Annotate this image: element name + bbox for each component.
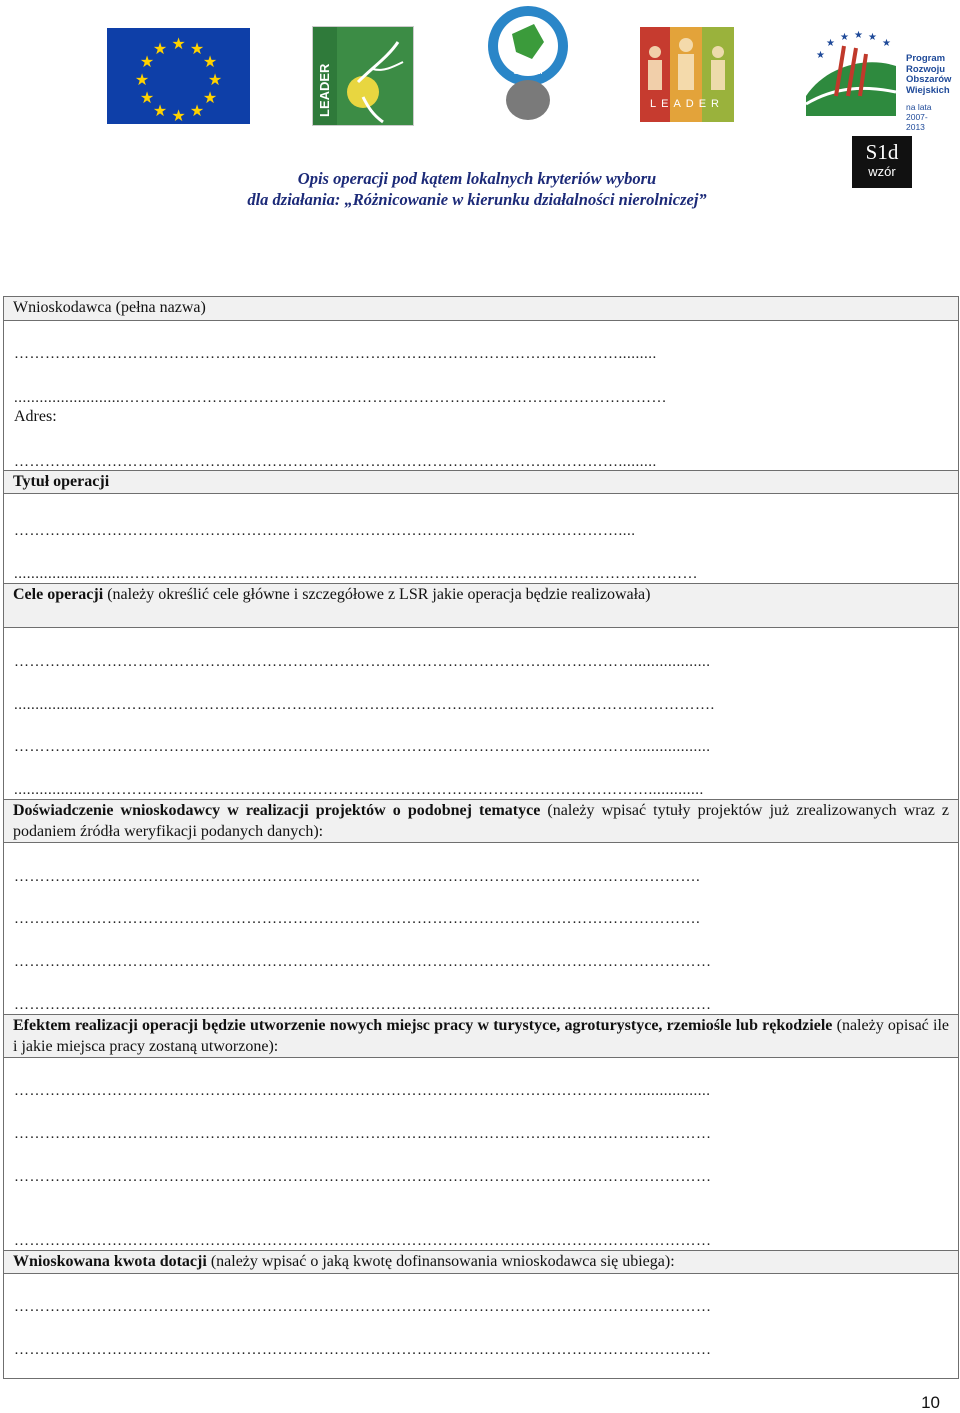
svg-text:★: ★	[189, 101, 205, 120]
title-header	[4, 470, 958, 494]
applicant-header	[4, 297, 958, 321]
amount-instructions: (należy wpisać o jaką kwotę dofinansowania wnioskodawca się ubiega):	[206, 1253, 675, 1270]
goals-label: Cele operacji	[13, 586, 104, 603]
goals-header	[4, 583, 958, 628]
svg-text:★: ★	[854, 30, 863, 41]
svg-text:★: ★	[840, 32, 849, 43]
page-number: 10	[921, 1393, 940, 1412]
applicant-name-line[interactable]: ..........................……………………………………………………………………………………………	[14, 390, 667, 406]
goals-instructions: (należy określić cele główne i szczegółowe z LSR jakie operacja będzie realizowała)	[103, 586, 651, 603]
eu-flag-logo	[107, 28, 250, 124]
jobs-line[interactable]: ………………………………………………………………………………………………………………………	[14, 1233, 712, 1249]
goals-line[interactable]: …………………………………………………………………………………………………………..................	[14, 739, 711, 755]
experience-header	[4, 799, 958, 843]
goals-line[interactable]: …………………………………………………………………………………………………………..................	[14, 654, 711, 670]
svg-text:★: ★	[171, 106, 186, 124]
jobs-instructions: (należy opisać ile i jakie miejsca pracy zostaną utworzone):	[13, 1017, 949, 1055]
svg-text:★: ★	[202, 52, 218, 71]
experience-line[interactable]: ………………………………………………………………………………………………………………………	[14, 997, 712, 1013]
applicant-name-line[interactable]: ……………………………………………………………………………………………………….........	[14, 346, 657, 362]
svg-text:★: ★	[171, 34, 186, 53]
document-title	[0, 168, 954, 210]
svg-text:★: ★	[139, 88, 155, 107]
amount-header	[4, 1250, 958, 1274]
operation-title-line[interactable]: ..........................…………………………………………………………………………………………………	[14, 566, 698, 582]
svg-text:★: ★	[152, 39, 168, 58]
svg-text:★: ★	[826, 38, 835, 49]
prow-logo	[796, 26, 952, 132]
title-line-2: dla działania: „Różnicowanie w kierunku działalności nierolniczej”	[247, 190, 707, 209]
form-code: S1d	[865, 140, 899, 164]
experience-instructions: (należy wpisać tytuły projektów już zrealizowanych wraz z podaniem źródła weryfikacji podanych danych):	[13, 802, 950, 840]
svg-text:★: ★	[207, 70, 223, 89]
experience-line[interactable]: …………………………………………………………………………………………………………………….	[14, 869, 701, 885]
title-line-1: Opis operacji pod kątem lokalnych kryteriów wyboru	[297, 169, 657, 188]
jobs-label: Efektem realizacji operacji będzie utworzenie nowych miejsc pracy w turystyce, agroturystyce, rzemiośle lub rękodziele	[13, 1017, 833, 1034]
applicant-label: Wnioskodawca (pełna nazwa)	[13, 299, 206, 316]
goals-line[interactable]: ..................………………………………………………………………………………………………………….	[14, 697, 715, 713]
prow-logo-text: Program Rozwoju Obszarów Wiejskich	[906, 53, 952, 96]
jobs-header	[4, 1014, 958, 1058]
svg-text:★: ★	[139, 52, 155, 71]
goals-line[interactable]: ..................……………………………………………………………………………………………….............	[14, 782, 704, 798]
svg-text:★: ★	[152, 101, 168, 120]
experience-line[interactable]: ………………………………………………………………………………………………………………………	[14, 954, 712, 970]
amount-label: Wnioskowana kwota dotacji	[13, 1253, 207, 1270]
leader-logo	[312, 26, 414, 126]
svg-text:★: ★	[882, 38, 891, 49]
lgd-stolem-logo	[482, 4, 574, 124]
operation-title-line[interactable]: ………………………………………………………………………………………………………....	[14, 523, 636, 539]
svg-text:★: ★	[134, 70, 150, 89]
amount-line[interactable]: ………………………………………………………………………………………………………………………	[14, 1342, 712, 1358]
jobs-line[interactable]: …………………………………………………………………………………………………………..................	[14, 1083, 711, 1099]
svg-text:STOLEM: STOLEM	[513, 69, 543, 76]
operation-title-label: Tytuł operacji	[13, 473, 110, 490]
experience-label: Doświadczenie wnioskodawcy w realizacji projektów o podobnej tematyce	[13, 802, 541, 819]
svg-text:★: ★	[868, 32, 877, 43]
svg-text:★: ★	[202, 88, 218, 107]
prow-logo-years: na lata 2007-2013	[906, 102, 932, 132]
address-label: Adres:	[14, 408, 57, 425]
form-code-label: wzór	[868, 164, 896, 179]
svg-text:LEADER: LEADER	[649, 98, 725, 110]
svg-text:LEADER: LEADER	[317, 63, 332, 117]
jobs-line[interactable]: ………………………………………………………………………………………………………………………	[14, 1169, 712, 1185]
application-form	[3, 296, 959, 1379]
svg-text:★: ★	[816, 50, 825, 61]
svg-text:★: ★	[189, 39, 205, 58]
experience-line[interactable]: …………………………………………………………………………………………………………………….	[14, 911, 701, 927]
address-line[interactable]: ……………………………………………………………………………………………………….........	[14, 454, 657, 470]
leader-colorful-logo	[640, 27, 734, 122]
amount-line[interactable]: ………………………………………………………………………………………………………………………	[14, 1299, 712, 1315]
jobs-line[interactable]: ………………………………………………………………………………………………………………………	[14, 1126, 712, 1142]
